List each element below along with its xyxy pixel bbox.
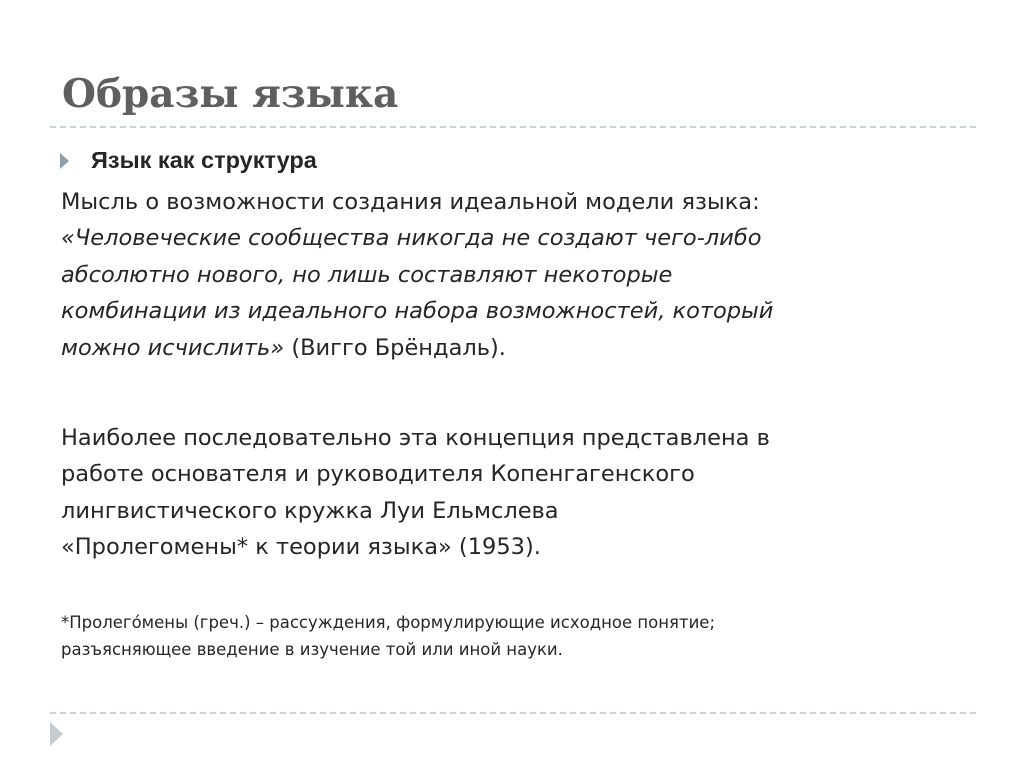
paragraph-2-line-1: Наиболее последовательно эта концепция представлена в bbox=[61, 425, 770, 451]
corner-triangle-icon bbox=[50, 722, 63, 746]
paragraph-hjelmslev bbox=[61, 420, 981, 566]
title-divider bbox=[50, 126, 976, 128]
quote-line-1: «Человеческие сообщества никогда не создают чего-либо bbox=[61, 225, 762, 252]
paragraph-1-line-4 bbox=[61, 293, 981, 329]
footnote bbox=[61, 609, 981, 663]
paragraph-ideal-model bbox=[61, 184, 981, 366]
quote-line-3: комбинации из идеального набора возможностей, который bbox=[61, 298, 774, 325]
paragraph-2-line-4: «Пролегомены* к теории языка» (1953). bbox=[61, 534, 541, 561]
bullet-triangle-icon bbox=[60, 153, 69, 169]
quote-line-2: абсолютно нового, но лишь составляют некоторые bbox=[61, 261, 673, 288]
slide-title: Образы языка bbox=[62, 71, 399, 117]
quote-attribution: (Вигго Брёндаль). bbox=[284, 334, 506, 361]
quote-line-4: можно исчислить» bbox=[61, 334, 285, 361]
paragraph-1-line-5 bbox=[61, 330, 981, 366]
paragraph-1-line-2 bbox=[61, 220, 981, 256]
footnote-line-2: разъясняющее введение в изучение той или иной науки. bbox=[61, 640, 563, 659]
bullet-label: Язык как структура bbox=[91, 147, 317, 173]
paragraph-2-line-3: лингвистического кружка Луи Ельмслева bbox=[61, 497, 559, 524]
paragraph-1-line-1: Мысль о возможности создания идеальной модели языка: bbox=[61, 189, 760, 215]
paragraph-2-line-2: работе основателя и руководителя Копенгагенского bbox=[61, 461, 695, 488]
bullet-item bbox=[60, 144, 980, 178]
paragraph-1-line-3 bbox=[61, 257, 981, 293]
footnote-line-1: *Пролего́мены (греч.) – рассуждения, формулирующие исходное понятие; bbox=[61, 613, 716, 632]
footer-divider bbox=[50, 712, 976, 714]
